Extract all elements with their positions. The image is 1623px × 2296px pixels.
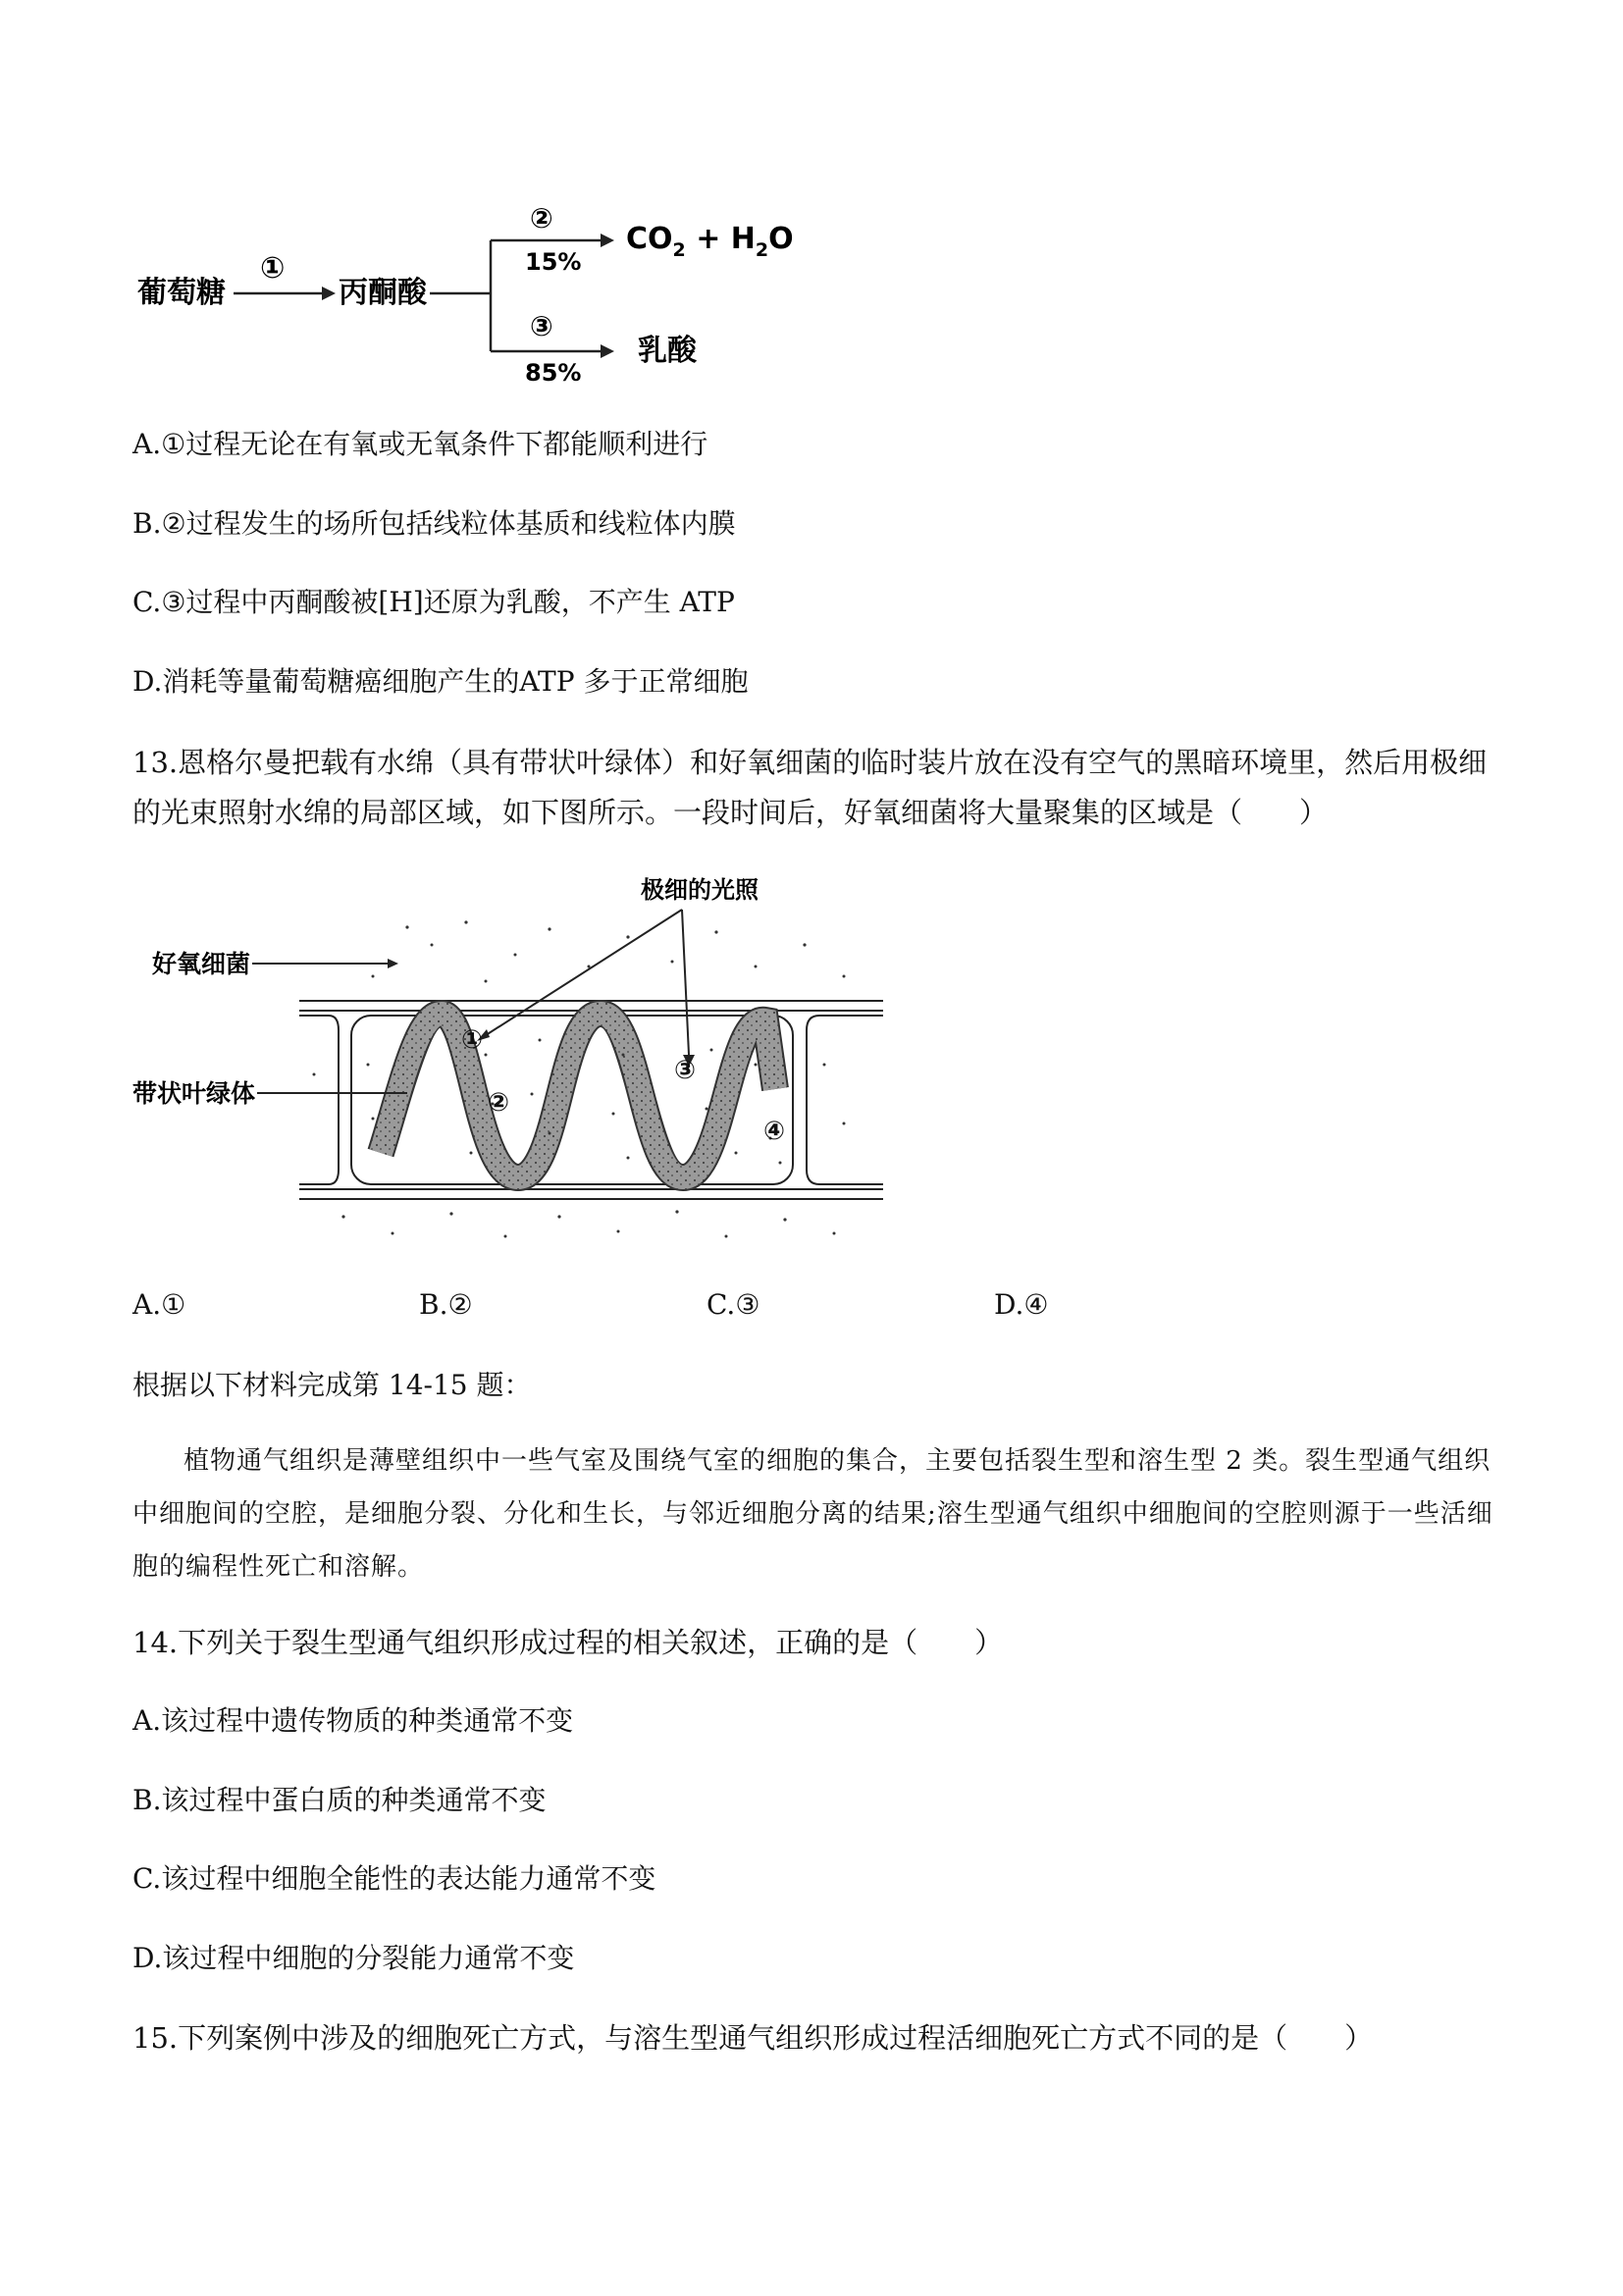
q15-stem: 15.下列案例中涉及的细胞死亡方式，与溶生型通气组织形成过程活细胞死亡方式不同的是（ ） xyxy=(132,2021,1374,2055)
light-label: 极细的光照 xyxy=(641,876,759,904)
q14-stem: 14.下列关于裂生型通气组织形成过程的相关叙述，正确的是（ ） xyxy=(132,1626,1004,1659)
q13-option-a: A.① xyxy=(132,1288,186,1321)
q13-option-d: D.④ xyxy=(994,1288,1049,1321)
q14-option-a: A.该过程中遗传物质的种类通常不变 xyxy=(132,1704,574,1737)
glucose-label: 葡萄糖 xyxy=(137,276,226,310)
bacteria-label: 好氧细菌 xyxy=(152,950,251,978)
material-intro: 根据以下材料完成第 14-15 题： xyxy=(132,1369,532,1401)
step1-marker: ① xyxy=(260,251,286,286)
q13-option-c: C.③ xyxy=(707,1288,760,1321)
region-marker-4: ④ xyxy=(763,1117,786,1146)
material-text xyxy=(132,1435,1496,1593)
q12-option-b: B.②过程发生的场所包括线粒体基质和线粒体内膜 xyxy=(132,507,736,540)
q12-option-c: C.③过程中丙酮酸被[H]还原为乳酸，不产生 ATP xyxy=(132,586,735,618)
metabolism-diagram xyxy=(128,191,814,397)
q14-option-b: B.该过程中蛋白质的种类通常不变 xyxy=(132,1784,547,1816)
co2-h2o-label: $CO_2 + H_2O$ xyxy=(626,222,794,261)
q13-stem-line2: 的光束照射水绵的局部区域，如下图所示。一段时间后，好氧细菌将大量聚集的区域是（ ） xyxy=(132,796,1329,829)
material-paragraph: 植物通气组织是薄壁组织中一些气室及围绕气室的细胞的集合，主要包括裂生型和溶生型 2 类。裂生型通气组织中细胞间的空腔，是细胞分裂、分化和生长，与邻近细胞分离的结果;溶生型通气组织中细胞间的空腔则源于一些活细胞的编程性死亡和溶解。 xyxy=(132,1446,1493,1582)
step2-marker: ② xyxy=(530,202,553,235)
q14-option-c: C.该过程中细胞全能性的表达能力通常不变 xyxy=(132,1862,656,1895)
region-marker-3: ③ xyxy=(674,1056,697,1085)
lactic-acid-label: 乳酸 xyxy=(638,334,697,368)
pct3-label: 85% xyxy=(525,359,582,387)
step3-marker: ③ xyxy=(530,310,553,342)
region-marker-1: ① xyxy=(461,1025,484,1055)
q12-option-a: A.①过程无论在有氧或无氧条件下都能顺利进行 xyxy=(132,428,708,460)
q13-option-b: B.② xyxy=(419,1288,473,1321)
pyruvate-label: 丙酮酸 xyxy=(339,276,427,310)
region-marker-2: ② xyxy=(488,1088,510,1118)
q12-option-d: D.消耗等量葡萄糖癌细胞产生的ATP 多于正常细胞 xyxy=(132,665,749,698)
engelmann-diagram xyxy=(128,868,893,1251)
pct2-label: 15% xyxy=(525,248,582,276)
q14-option-d: D.该过程中细胞的分裂能力通常不变 xyxy=(132,1942,575,1974)
chloroplast-label: 带状叶绿体 xyxy=(132,1079,256,1108)
q13-stem-line1: 13.恩格尔曼把载有水绵（具有带状叶绿体）和好氧细菌的临时装片放在没有空气的黑暗环境里，然后用极细 xyxy=(132,746,1488,779)
